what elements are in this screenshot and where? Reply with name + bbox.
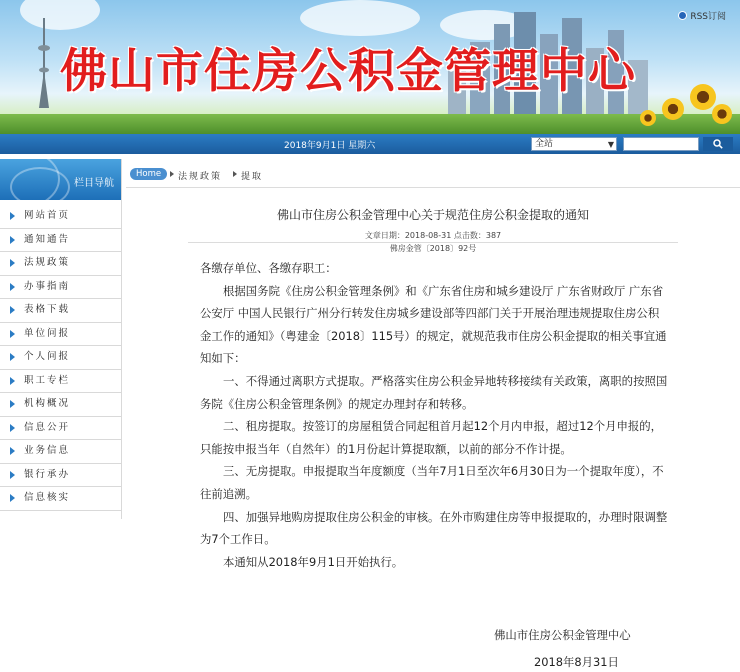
sidebar-item-label: 银行承办 — [24, 468, 71, 480]
point-3: 三、无房提取。申报提取当年度额度（当年7月1日至次年6月30日为一个提取年度），不往前追溯。 — [200, 464, 664, 501]
sidebar-item[interactable] — [0, 252, 122, 276]
caret-right-icon — [10, 377, 15, 385]
caret-right-icon — [10, 424, 15, 432]
chevron-right-icon — [233, 171, 237, 177]
point-2: 二、租房提取。按签订的房屋租赁合同起租首月起12个月内申报，超过12个月申报的，只能按申报当年（自然年）的1月份起计算提取额，以前的部分不作计提。 — [200, 419, 663, 456]
sidebar-item-label: 法规政策 — [24, 257, 71, 268]
sidebar-item[interactable] — [0, 323, 122, 347]
sidebar-item[interactable] — [0, 440, 122, 464]
cloud — [300, 0, 420, 36]
caret-right-icon — [10, 494, 15, 502]
search-input[interactable] — [623, 137, 699, 151]
main-content — [126, 159, 740, 672]
sidebar-item-label: 表格下载 — [24, 304, 71, 315]
rss-icon — [678, 11, 687, 20]
sidebar-item-label: 网站首页 — [24, 210, 71, 221]
search-scope-value: 全站 — [535, 139, 554, 149]
sidebar-item[interactable] — [0, 464, 122, 488]
sidebar-item[interactable] — [0, 346, 122, 370]
decorative-swirl — [10, 167, 70, 200]
site-banner — [0, 0, 740, 134]
sunflower-icon — [662, 98, 684, 120]
sidebar-header — [0, 159, 122, 200]
caret-right-icon — [10, 471, 15, 479]
article-meta: 文章日期：2018-08-31 点击数：387 — [364, 231, 502, 240]
search-icon — [713, 139, 723, 149]
effective-date-note: 本通知从2018年9月1日开始执行。 — [223, 554, 404, 569]
intro-paragraph: 根据国务院《住房公积金管理条例》和《广东省住房和城乡建设厅 广东省财政厅 广东省公安厅 中国人民银行广州分行转发住房城乡建设部等四部门关于开展治理违规提取住房公积金工作的通知》（粤建金〔2018〕115号）的规定，就规范我市住房公积金提取的相关事宜通知如下： — [200, 283, 667, 366]
caret-right-icon — [10, 353, 15, 361]
salutation: 各缴存单位、各缴存职工： — [200, 261, 337, 275]
rss-label: RSS订阅 — [690, 12, 726, 22]
sidebar-item[interactable] — [0, 229, 122, 253]
sidebar-item[interactable] — [0, 276, 122, 300]
sidebar-item-label: 业务信息 — [24, 445, 71, 456]
sunflower-icon — [640, 110, 656, 126]
cloud — [20, 0, 100, 30]
caret-right-icon — [10, 236, 15, 244]
document-number: 佛房金管〔2018〕92号 — [389, 244, 477, 253]
breadcrumb-divider — [126, 187, 740, 188]
sidebar — [0, 159, 122, 519]
sidebar-item-label: 通知通告 — [24, 233, 71, 245]
top-toolbar — [0, 134, 740, 154]
caret-right-icon — [10, 212, 15, 220]
sidebar-item[interactable] — [0, 299, 122, 323]
sidebar-item[interactable] — [0, 487, 122, 511]
sidebar-item-label: 个人问报 — [24, 351, 71, 362]
sidebar-item-label: 信息公开 — [24, 421, 71, 433]
sidebar-item-label: 信息核实 — [24, 492, 71, 503]
point-1: 一、不得通过离职方式提取。严格落实住房公积金异地转移接续有关政策，离职的按照国务院《住房公积金管理条例》的规定办理封存和转移。 — [200, 373, 668, 411]
site-title: 佛山市住房公积金管理中心 — [60, 44, 636, 99]
issuer-signature: 佛山市住房公积金管理中心 — [494, 628, 631, 642]
sidebar-item[interactable] — [0, 205, 122, 229]
breadcrumb-home[interactable]: Home — [130, 168, 167, 180]
sunflower-icon — [712, 104, 732, 124]
caret-right-icon — [10, 447, 15, 455]
caret-right-icon — [10, 259, 15, 267]
point-4: 四、加强异地购房提取住房公积金的审核。在外市购建住房等申报提取的，办理时限调整为7个工作日。 — [200, 509, 668, 547]
sidebar-item[interactable] — [0, 417, 122, 441]
sidebar-title: 栏目导航 — [74, 178, 114, 189]
sidebar-item[interactable] — [0, 393, 122, 417]
grass-strip — [0, 114, 740, 134]
current-date: 2018年9月1日 星期六 — [284, 141, 376, 151]
rss-link[interactable] — [678, 9, 726, 22]
chevron-right-icon — [170, 171, 174, 177]
sidebar-item-label: 单位问报 — [24, 327, 71, 339]
sunflower-icon — [690, 84, 716, 110]
sidebar-item[interactable] — [0, 370, 122, 394]
search-scope-select[interactable] — [531, 137, 617, 151]
sidebar-item-label: 办事指南 — [24, 280, 71, 292]
caret-right-icon — [10, 330, 15, 338]
breadcrumb-level2[interactable]: 提取 — [241, 172, 264, 182]
sidebar-divider — [121, 159, 122, 519]
sidebar-item-label: 职工专栏 — [24, 374, 71, 386]
issue-date: 2018年8月31日 — [534, 655, 619, 669]
caret-right-icon — [10, 400, 15, 408]
tv-tower-icon — [36, 18, 52, 108]
search-button[interactable] — [703, 137, 733, 151]
article-body — [200, 257, 670, 573]
caret-right-icon — [10, 283, 15, 291]
sidebar-item-label: 机构概况 — [24, 398, 71, 409]
breadcrumb-level1[interactable]: 法规政策 — [178, 172, 223, 182]
breadcrumb — [126, 159, 740, 189]
sidebar-nav-list — [0, 205, 122, 511]
caret-right-icon — [10, 306, 15, 314]
chevron-down-icon: ▼ — [607, 140, 614, 149]
article-title: 佛山市住房公积金管理中心关于规范住房公积金提取的通知 — [276, 208, 589, 222]
